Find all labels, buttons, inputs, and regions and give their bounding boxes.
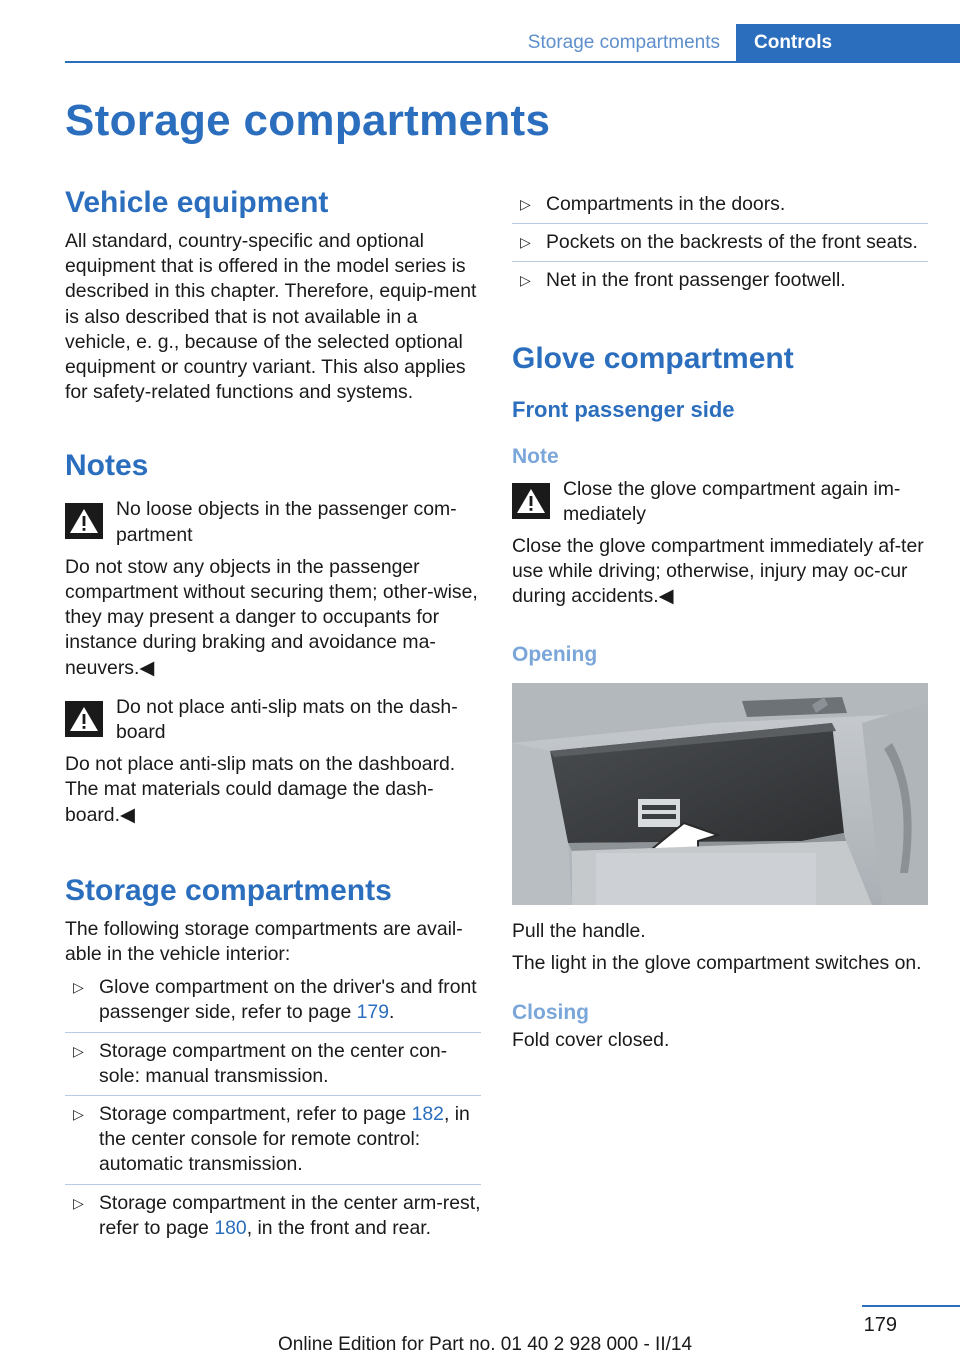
- bullet-triangle-icon: ▷: [73, 1042, 84, 1059]
- left-column: [65, 186, 481, 1247]
- front-passenger-side-heading: Front passenger side: [512, 396, 735, 422]
- list-item-text: , in the front and rear.: [246, 1216, 432, 1239]
- list-item-text: Glove compartment on the driver's and front passenger side, refer to page: [99, 976, 477, 1024]
- warning-triangle-icon: [512, 483, 550, 519]
- bullet-triangle-icon: ▷: [520, 234, 531, 251]
- warning-anti-slip-mats-title: Do not place anti-slip mats on the dash-board: [116, 695, 458, 744]
- storage-list: [65, 969, 481, 1247]
- list-item: [512, 224, 928, 262]
- list-item: [512, 262, 928, 299]
- list-item: [512, 186, 928, 224]
- list-item-text: .: [389, 1001, 395, 1024]
- opening-text-pull-handle: Pull the handle.: [512, 919, 646, 942]
- glove-compartment-heading: Glove compartment: [512, 341, 794, 375]
- bullet-triangle-icon: ▷: [73, 1106, 84, 1123]
- page-title: Storage compartments: [65, 96, 551, 145]
- storage-list-continued: [512, 186, 928, 300]
- warning-loose-objects: [65, 497, 481, 547]
- warning-loose-objects-body: Do not stow any objects in the passenger compartment without securing them; other-wise, they may present a danger to occupants for instance during braking and avoidance ma-neuvers.◀: [65, 555, 478, 679]
- page-number: 179: [863, 1314, 897, 1336]
- page-ref-link[interactable]: 179: [356, 1001, 389, 1024]
- bullet-triangle-icon: ▷: [520, 272, 531, 289]
- bullet-triangle-icon: ▷: [73, 979, 84, 996]
- notes-heading: Notes: [65, 449, 149, 483]
- list-item: [65, 1033, 481, 1096]
- list-item-text: Storage compartment in the center arm-rest, refer to page: [99, 1191, 481, 1239]
- note-heading: Note: [512, 444, 559, 468]
- footer-edition-text: Online Edition for Part no. 01 40 2 928 000 - II/14: [277, 1334, 693, 1355]
- list-item-text: , in the center console for remote control: automatic transmission.: [99, 1103, 470, 1176]
- warning-close-glove: [512, 477, 928, 527]
- header-tab-controls[interactable]: Controls: [736, 24, 960, 62]
- bullet-triangle-icon: ▷: [520, 196, 531, 212]
- warning-close-glove-title: Close the glove compartment again im-mediately: [563, 477, 901, 525]
- list-item-text: Storage compartment on the center con-sole: manual transmission.: [99, 1039, 448, 1087]
- list-item-text: Net in the front passenger footwell.: [546, 269, 846, 292]
- warning-triangle-icon: [65, 503, 103, 539]
- page-header: [0, 24, 960, 62]
- list-item-text: Storage compartment, refer to page: [99, 1103, 412, 1126]
- list-item: [65, 969, 481, 1032]
- list-item: [65, 1096, 481, 1185]
- closing-text: Fold cover closed.: [512, 1029, 670, 1052]
- page-ref-link[interactable]: 180: [214, 1216, 247, 1239]
- list-item-text: Pockets on the backrests of the front seats.: [546, 231, 918, 254]
- vehicle-equipment-heading: Vehicle equipment: [65, 186, 329, 219]
- storage-compartments-intro: The following storage compartments are avail-able in the vehicle interior:: [65, 917, 463, 966]
- opening-text-light: The light in the glove compartment switches on.: [512, 951, 922, 974]
- storage-compartments-heading: Storage compartments: [65, 873, 392, 907]
- closing-heading: Closing: [512, 1001, 589, 1025]
- footer-rule: [862, 1305, 960, 1307]
- bullet-triangle-icon: ▷: [73, 1194, 84, 1211]
- warning-close-glove-body: Close the glove compartment immediately af-ter use while driving; otherwise, injury may oc-cur during accidents.◀: [512, 535, 924, 608]
- list-item-text: Compartments in the doors.: [546, 193, 786, 215]
- list-item: [65, 1185, 481, 1247]
- warning-loose-objects-title: No loose objects in the passenger com-partment: [116, 498, 457, 546]
- header-section-title: Storage compartments: [527, 32, 720, 53]
- glove-compartment-photo: [512, 683, 928, 905]
- opening-heading: Opening: [512, 642, 598, 666]
- vehicle-equipment-body: All standard, country-specific and optional equipment that is offered in the model series is described in this chapter. Therefore, equip-ment is also described that is not available in a vehicle, e. g., because of the selected optional equipment or country variant. This also applies for safety-related functions and systems.: [65, 230, 477, 404]
- right-column: [512, 186, 928, 1053]
- header-rule: [65, 61, 960, 63]
- warning-triangle-icon: [65, 701, 103, 737]
- warning-anti-slip-mats-body: Do not place anti-slip mats on the dashboard. The mat materials could damage the dash-board.◀: [65, 753, 456, 826]
- warning-anti-slip-mats: [65, 695, 481, 745]
- page-ref-link[interactable]: 182: [411, 1103, 444, 1126]
